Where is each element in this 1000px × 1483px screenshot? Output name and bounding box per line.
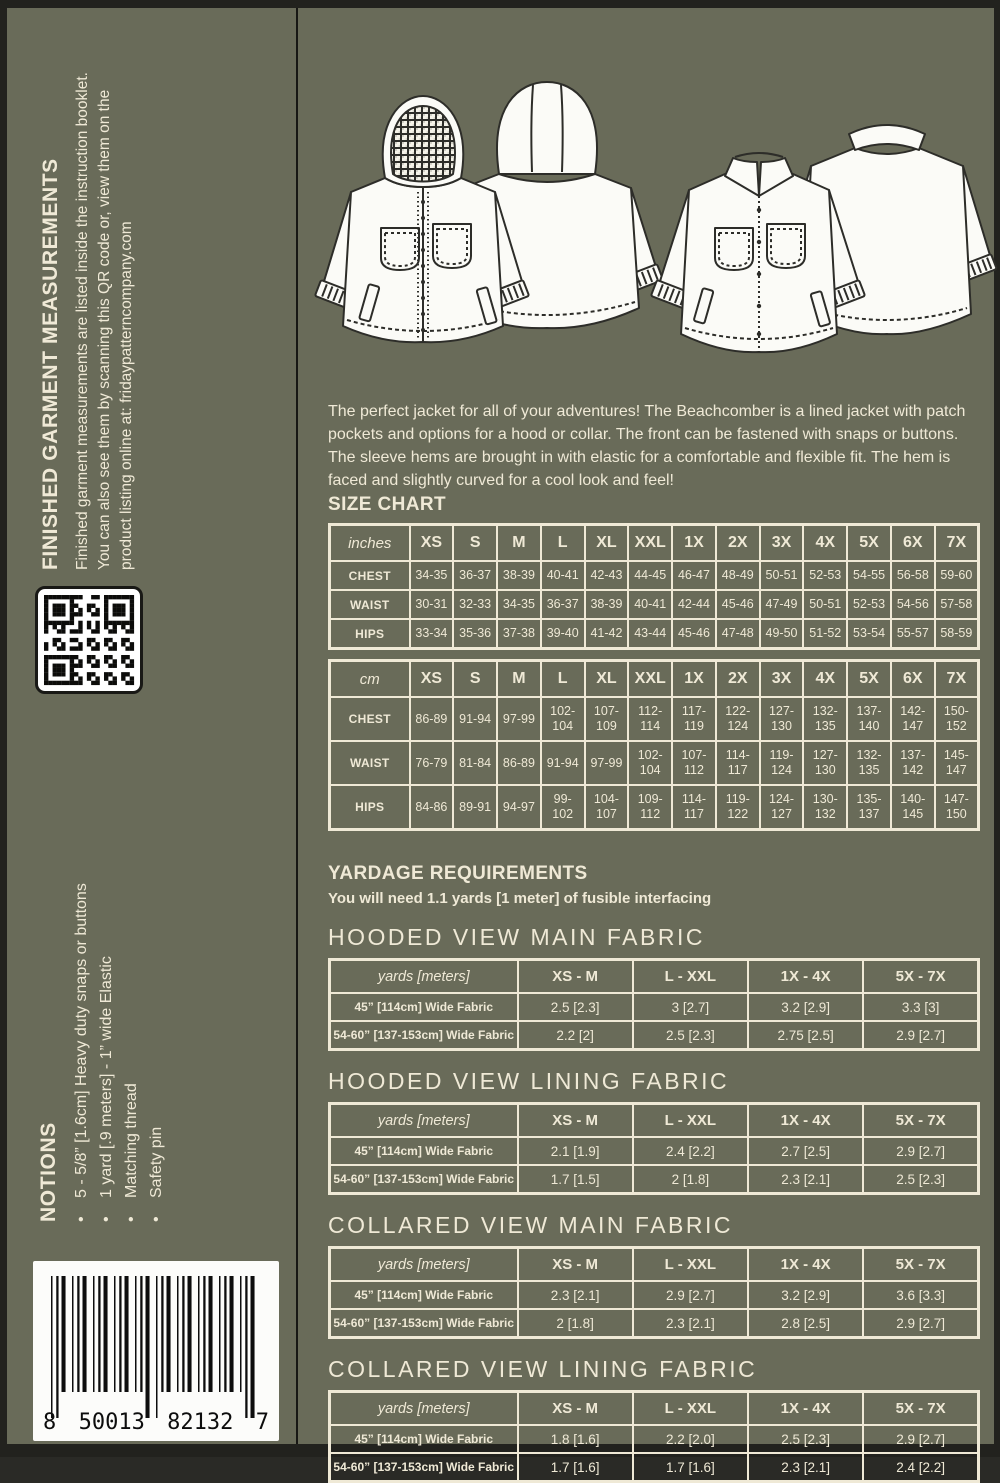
- measurement-value: 150- 152: [935, 697, 979, 741]
- size-range-header: 5X - 7X: [863, 1104, 978, 1138]
- measurement-value: 91-94: [453, 697, 497, 741]
- yardage-value: 1.8 [1.6]: [518, 1425, 633, 1453]
- yardage-section: [328, 924, 980, 1051]
- yardage-subtitle: You will need 1.1 yards [1 meter] of fusible interfacing: [328, 890, 712, 907]
- fabric-width-label: 54-60” [137-153cm] Wide Fabric: [330, 1309, 518, 1338]
- yardage-section-title: COLLARED VIEW LINING FABRIC: [328, 1356, 758, 1382]
- measurement-value: 97-99: [585, 741, 629, 785]
- size-chart-tables: [328, 523, 980, 840]
- yardage-value: 2.5 [2.3]: [748, 1425, 863, 1453]
- size-column-header: M: [497, 661, 541, 698]
- size-range-header: 1X - 4X: [748, 1248, 863, 1282]
- measurement-value: 38-39: [585, 590, 629, 619]
- collared-view-illustration: [654, 102, 986, 376]
- yardage-row: [330, 1281, 979, 1309]
- measurement-value: 114- 117: [672, 785, 716, 830]
- yardage-section: [328, 1356, 980, 1483]
- measurement-value: 47-49: [760, 590, 804, 619]
- measurement-value: 137- 140: [847, 697, 891, 741]
- size-chart-row: [330, 561, 979, 590]
- measurement-value: 37-38: [497, 619, 541, 649]
- measurement-value: 135- 137: [847, 785, 891, 830]
- measurement-value: 107- 109: [585, 697, 629, 741]
- yardage-row: [330, 1137, 979, 1165]
- size-range-header: L - XXL: [633, 1248, 748, 1282]
- size-column-header: 3X: [760, 525, 804, 562]
- size-column-header: 3X: [760, 661, 804, 698]
- fabric-width-label: 45” [114cm] Wide Fabric: [330, 993, 518, 1021]
- size-column-header: 7X: [935, 661, 979, 698]
- unit-label: cm: [330, 661, 410, 698]
- size-column-header: M: [497, 525, 541, 562]
- yardage-value: 2.9 [2.7]: [863, 1021, 978, 1050]
- measurement-value: 45-46: [716, 590, 760, 619]
- measurement-value: 89-91: [453, 785, 497, 830]
- main-panel: [298, 8, 994, 1475]
- size-chart-table: [328, 523, 980, 650]
- yardage-value: 2.7 [2.5]: [748, 1137, 863, 1165]
- measurement-value: 102- 104: [628, 741, 672, 785]
- measurement-value: 127- 130: [760, 697, 804, 741]
- size-range-header: XS - M: [518, 1104, 633, 1138]
- measurement-value: 107- 112: [672, 741, 716, 785]
- hooded-view-illustration: [314, 80, 646, 376]
- measurement-value: 57-58: [935, 590, 979, 619]
- yardage-row: [330, 1021, 979, 1050]
- yardage-value: 2.3 [2.1]: [518, 1281, 633, 1309]
- hooded-front-view: [315, 96, 529, 342]
- measurement-value: 127- 130: [803, 741, 847, 785]
- measurement-value: 56-58: [891, 561, 935, 590]
- measurement-value: 86-89: [497, 741, 541, 785]
- size-column-header: XS: [410, 525, 454, 562]
- measurement-value: 52-53: [847, 590, 891, 619]
- size-chart-table: [328, 659, 980, 831]
- yardage-value: 2.3 [2.1]: [633, 1309, 748, 1338]
- yards-meters-label: yards [meters]: [330, 1104, 518, 1138]
- yardage-value: 2.8 [2.5]: [748, 1309, 863, 1338]
- measurement-value: 142- 147: [891, 697, 935, 741]
- size-range-header: XS - M: [518, 960, 633, 994]
- measurement-value: 59-60: [935, 561, 979, 590]
- barcode-digits: [43, 1410, 269, 1435]
- yardage-value: 2.2 [2]: [518, 1021, 633, 1050]
- yardage-table: [328, 1246, 980, 1339]
- yardage-table: [328, 1390, 980, 1483]
- measurement-value: 97-99: [497, 697, 541, 741]
- yardage-row: [330, 1165, 979, 1194]
- size-column-header: S: [453, 525, 497, 562]
- yardage-value: 2.5 [2.3]: [633, 1021, 748, 1050]
- yardage-value: 3.2 [2.9]: [748, 993, 863, 1021]
- fabric-width-label: 45” [114cm] Wide Fabric: [330, 1137, 518, 1165]
- size-column-header: 1X: [672, 661, 716, 698]
- yardage-value: 3.3 [3]: [863, 993, 978, 1021]
- fabric-width-label: 45” [114cm] Wide Fabric: [330, 1281, 518, 1309]
- size-column-header: L: [541, 525, 585, 562]
- measurement-value: 140- 145: [891, 785, 935, 830]
- yardage-section: [328, 1212, 980, 1339]
- measurement-value: 36-37: [453, 561, 497, 590]
- yardage-row: [330, 993, 979, 1021]
- yards-meters-label: yards [meters]: [330, 1392, 518, 1426]
- yards-meters-label: yards [meters]: [330, 1248, 518, 1282]
- qr-code-icon: [35, 586, 143, 694]
- size-column-header: 4X: [803, 525, 847, 562]
- measurement-value: 109- 112: [628, 785, 672, 830]
- fabric-width-label: 54-60” [137-153cm] Wide Fabric: [330, 1165, 518, 1194]
- barcode-digit-group: 8: [43, 1410, 57, 1435]
- notion-item: • 1 yard [.9 meters] - 1” wide Elastic: [94, 792, 119, 1222]
- size-range-header: 1X - 4X: [748, 1104, 863, 1138]
- yardage-value: 2.9 [2.7]: [633, 1281, 748, 1309]
- barcode-digit-group: 7: [255, 1410, 269, 1435]
- measurement-value: 53-54: [847, 619, 891, 649]
- size-column-header: L: [541, 661, 585, 698]
- barcode-digit-group: 50013: [78, 1410, 145, 1435]
- yardage-value: 2 [1.8]: [633, 1165, 748, 1194]
- product-description: The perfect jacket for all of your adventures! The Beachcomber is a lined jacket with patch pockets and options for a hood or collar. The front can be fastened with snaps or buttons. The sleeve hems are brought in with elastic for a comfortable and flexible fit. The hem is faced and slightly curved for a cool look and feel!: [328, 403, 966, 489]
- measurement-value: 32-33: [453, 590, 497, 619]
- measurement-value: 52-53: [803, 561, 847, 590]
- size-column-header: XL: [585, 661, 629, 698]
- yardage-requirements: [328, 863, 980, 1483]
- measurement-value: 132- 135: [803, 697, 847, 741]
- notion-item: • Matching thread: [119, 792, 144, 1222]
- yardage-value: 2.75 [2.5]: [748, 1021, 863, 1050]
- unit-label: inches: [330, 525, 410, 562]
- measurement-value: 48-49: [716, 561, 760, 590]
- measurement-row-label: WAIST: [330, 590, 410, 619]
- measurement-value: 43-44: [628, 619, 672, 649]
- yardage-value: 2 [1.8]: [518, 1309, 633, 1338]
- measurement-value: 45-46: [672, 619, 716, 649]
- size-column-header: 5X: [847, 525, 891, 562]
- fabric-width-label: 45” [114cm] Wide Fabric: [330, 1425, 518, 1453]
- yardage-value: 1.7 [1.6]: [518, 1453, 633, 1482]
- measurement-value: 38-39: [497, 561, 541, 590]
- measurement-value: 34-35: [410, 561, 454, 590]
- yardage-value: 2.2 [2.0]: [633, 1425, 748, 1453]
- yardage-value: 1.7 [1.6]: [633, 1453, 748, 1482]
- measurement-value: 104- 107: [585, 785, 629, 830]
- measurement-value: 39-40: [541, 619, 585, 649]
- notions-heading: NOTIONS: [37, 1122, 60, 1222]
- measurement-value: 147- 150: [935, 785, 979, 830]
- size-chart-row: [330, 741, 979, 785]
- yardage-value: 2.4 [2.2]: [633, 1137, 748, 1165]
- barcode-digit-group: 82132: [167, 1410, 234, 1435]
- measurement-value: 112- 114: [628, 697, 672, 741]
- measurement-value: 132- 135: [847, 741, 891, 785]
- measurement-value: 50-51: [803, 590, 847, 619]
- size-column-header: 6X: [891, 661, 935, 698]
- size-range-header: XS - M: [518, 1248, 633, 1282]
- measurement-value: 55-57: [891, 619, 935, 649]
- measurement-value: 130- 132: [803, 785, 847, 830]
- notion-item: • 5 - 5/8” [1.6cm] Heavy duty snaps or buttons: [69, 792, 94, 1222]
- yardage-section-title: HOODED VIEW MAIN FABRIC: [328, 924, 705, 950]
- yardage-value: 2.9 [2.7]: [863, 1425, 978, 1453]
- yardage-value: 2.4 [2.2]: [863, 1453, 978, 1482]
- yardage-value: 3.6 [3.3]: [863, 1281, 978, 1309]
- size-column-header: XXL: [628, 661, 672, 698]
- size-column-header: S: [453, 661, 497, 698]
- measurement-value: 86-89: [410, 697, 454, 741]
- measurement-row-label: CHEST: [330, 561, 410, 590]
- yardage-row: [330, 1453, 979, 1482]
- measurement-value: 99- 102: [541, 785, 585, 830]
- measurement-value: 94-97: [497, 785, 541, 830]
- measurement-value: 40-41: [541, 561, 585, 590]
- yardage-table: [328, 958, 980, 1051]
- yardage-value: 2.3 [2.1]: [748, 1165, 863, 1194]
- size-column-header: 2X: [716, 525, 760, 562]
- measurement-value: 122- 124: [716, 697, 760, 741]
- measurement-value: 49-50: [760, 619, 804, 649]
- yardage-value: 3 [2.7]: [633, 993, 748, 1021]
- yardage-row: [330, 1309, 979, 1338]
- size-column-header: 5X: [847, 661, 891, 698]
- measurement-value: 54-56: [891, 590, 935, 619]
- barcode-bars: [51, 1276, 261, 1418]
- measurement-value: 41-42: [585, 619, 629, 649]
- size-column-header: 7X: [935, 525, 979, 562]
- measurement-value: 119- 122: [716, 785, 760, 830]
- yards-meters-label: yards [meters]: [330, 960, 518, 994]
- measurement-value: 34-35: [497, 590, 541, 619]
- measurement-value: 30-31: [410, 590, 454, 619]
- notions: [37, 792, 169, 1222]
- yardage-value: 2.5 [2.3]: [518, 993, 633, 1021]
- barcode: [33, 1261, 279, 1441]
- measurement-value: 102- 104: [541, 697, 585, 741]
- size-column-header: 6X: [891, 525, 935, 562]
- yardage-section-title: HOODED VIEW LINING FABRIC: [328, 1068, 730, 1094]
- finished-garment-measurements: [39, 64, 138, 570]
- measurement-value: 46-47: [672, 561, 716, 590]
- size-range-header: L - XXL: [633, 1104, 748, 1138]
- size-column-header: 1X: [672, 525, 716, 562]
- fabric-width-label: 54-60” [137-153cm] Wide Fabric: [330, 1021, 518, 1050]
- measurement-row-label: HIPS: [330, 619, 410, 649]
- yardage-value: 2.1 [1.9]: [518, 1137, 633, 1165]
- size-range-header: 5X - 7X: [863, 1248, 978, 1282]
- size-chart-title: SIZE CHART: [328, 494, 446, 515]
- measurement-value: 145- 147: [935, 741, 979, 785]
- measurement-value: 40-41: [628, 590, 672, 619]
- yardage-table: [328, 1102, 980, 1195]
- measurement-value: 35-36: [453, 619, 497, 649]
- measurement-value: 114- 117: [716, 741, 760, 785]
- measurement-value: 44-45: [628, 561, 672, 590]
- measurement-value: 84-86: [410, 785, 454, 830]
- size-column-header: 2X: [716, 661, 760, 698]
- fabric-width-label: 54-60” [137-153cm] Wide Fabric: [330, 1453, 518, 1482]
- measurement-value: 51-52: [803, 619, 847, 649]
- size-range-header: XS - M: [518, 1392, 633, 1426]
- measurement-value: 47-48: [716, 619, 760, 649]
- yardage-value: 1.7 [1.5]: [518, 1165, 633, 1194]
- notion-item: • Safety pin: [144, 792, 169, 1222]
- size-chart-row: [330, 785, 979, 830]
- notions-list: [69, 792, 169, 1222]
- size-chart-row: [330, 590, 979, 619]
- measurement-value: 117- 119: [672, 697, 716, 741]
- yardage-section-title: COLLARED VIEW MAIN FABRIC: [328, 1212, 734, 1238]
- measurement-value: 58-59: [935, 619, 979, 649]
- measurement-value: 76-79: [410, 741, 454, 785]
- yardage-value: 2.5 [2.3]: [863, 1165, 978, 1194]
- size-column-header: XS: [410, 661, 454, 698]
- size-range-header: L - XXL: [633, 1392, 748, 1426]
- measurement-value: 137- 142: [891, 741, 935, 785]
- measurement-value: 33-34: [410, 619, 454, 649]
- size-column-header: XL: [585, 525, 629, 562]
- size-column-header: XXL: [628, 525, 672, 562]
- measurement-value: 42-44: [672, 590, 716, 619]
- size-range-header: 5X - 7X: [863, 1392, 978, 1426]
- measurement-row-label: HIPS: [330, 785, 410, 830]
- measurement-value: 81-84: [453, 741, 497, 785]
- size-range-header: L - XXL: [633, 960, 748, 994]
- finished-garment-measurements-heading: FINISHED GARMENT MEASUREMENTS: [39, 158, 62, 570]
- size-range-header: 1X - 4X: [748, 960, 863, 994]
- yardage-row: [330, 1425, 979, 1453]
- yardage-value: 2.9 [2.7]: [863, 1137, 978, 1165]
- yardage-sections: [328, 924, 980, 1483]
- measurement-value: 119- 124: [760, 741, 804, 785]
- size-column-header: 4X: [803, 661, 847, 698]
- measurement-value: 54-55: [847, 561, 891, 590]
- measurement-value: 42-43: [585, 561, 629, 590]
- size-range-header: 5X - 7X: [863, 960, 978, 994]
- measurement-row-label: CHEST: [330, 697, 410, 741]
- size-chart-row: [330, 697, 979, 741]
- measurement-value: 36-37: [541, 590, 585, 619]
- yardage-value: 2.3 [2.1]: [748, 1453, 863, 1482]
- finished-garment-measurements-text: Finished garment measurements are listed inside the instruction booklet. You can also see them by scanning this QR code or, view them on the product listing online at: fridaypatterncompany.com: [74, 72, 135, 570]
- measurement-value: 50-51: [760, 561, 804, 590]
- size-range-header: 1X - 4X: [748, 1392, 863, 1426]
- measurement-value: 91-94: [541, 741, 585, 785]
- yardage-value: 2.9 [2.7]: [863, 1309, 978, 1338]
- yardage-title: YARDAGE REQUIREMENTS: [328, 863, 588, 884]
- yardage-value: 3.2 [2.9]: [748, 1281, 863, 1309]
- measurement-row-label: WAIST: [330, 741, 410, 785]
- measurement-value: 124- 127: [760, 785, 804, 830]
- yardage-section: [328, 1068, 980, 1195]
- size-chart-row: [330, 619, 979, 649]
